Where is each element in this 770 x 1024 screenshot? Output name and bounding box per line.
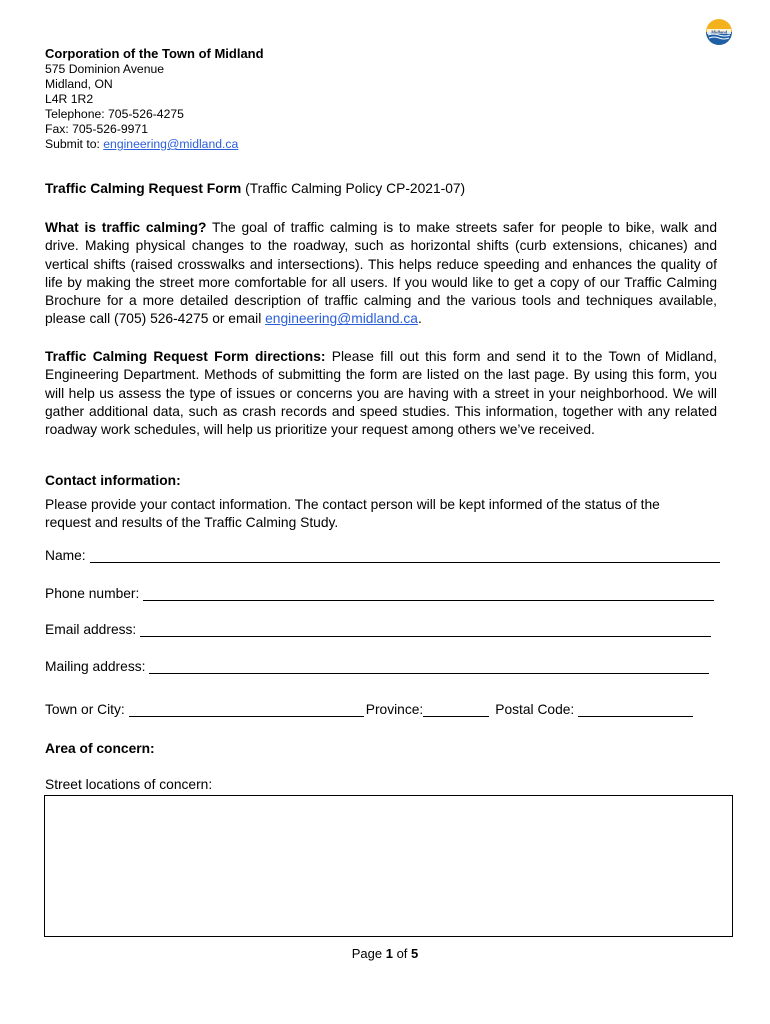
mailing-line[interactable] — [149, 659, 709, 674]
fax-line: Fax: 705-526-9971 — [45, 122, 148, 136]
name-line[interactable] — [90, 548, 720, 563]
what-heading: What is traffic calming? — [45, 220, 207, 235]
postal-label: Postal Code: — [495, 702, 575, 717]
telephone-line: Telephone: 705-526-4275 — [45, 107, 184, 121]
org-name: Corporation of the Town of Midland — [45, 46, 264, 61]
contact-text: Please provide your contact information. The contact person will be kept informed of the status of the request and results of the Traffic Calming Study. — [45, 497, 660, 531]
email-label: Email address: — [45, 622, 137, 637]
city-line: Midland, ON — [45, 77, 113, 91]
email-line[interactable] — [140, 622, 711, 637]
name-field[interactable] — [45, 548, 720, 563]
phone-line[interactable] — [143, 586, 714, 601]
province-line[interactable] — [423, 702, 489, 717]
page-footer — [0, 946, 770, 961]
location-fields — [45, 702, 693, 717]
postal-line-field[interactable] — [578, 702, 693, 717]
town-logo — [705, 18, 733, 46]
what-is-traffic-calming — [45, 219, 717, 329]
street-locations-box[interactable] — [44, 795, 733, 937]
postal-line: L4R 1R2 — [45, 92, 94, 106]
street-locations-label: Street locations of concern: — [45, 777, 213, 792]
address-line: 575 Dominion Avenue — [45, 62, 165, 76]
page-of: of — [392, 946, 412, 961]
page-current: 1 — [385, 946, 393, 961]
directions-text: Please fill out this form and send it to the Town of Midland, Engineering Department. Methods of submitting the form are listed on the last page. By using this form, you will help us assess the type of issues or concerns you are having with a street in your neighborhood. We will gather additional data, such as crash records and speed studies. This information, together with any related roadway work schedules, will help us prioritize your request among others we’ve received. — [45, 349, 717, 438]
form-title — [45, 181, 465, 196]
phone-label: Phone number: — [45, 586, 140, 601]
mailing-label: Mailing address: — [45, 659, 146, 674]
what-email-link[interactable]: engineering@midland.ca — [265, 311, 418, 327]
town-label: Town or City: — [45, 702, 125, 717]
submit-label: Submit to: — [45, 137, 104, 151]
phone-field[interactable] — [45, 586, 714, 601]
what-text: The goal of traffic calming is to make streets safer for people to bike, walk and drive. Making physical changes to the roadway, such as horizontal shifts (curb extensions, chicanes) and vertical shifts (raised crosswalks and intersections). This helps reduce speeding and enhances the quality of life by making the street more comfortable for all users. If you would like to get a copy of our Traffic Calming Brochure for a more detailed description of traffic calming and the various tools and techniques available, please call (705) 526-4275 or email — [45, 220, 717, 327]
name-label: Name: — [45, 548, 86, 563]
email-field[interactable] — [45, 622, 711, 637]
form-title-bold: Traffic Calming Request Form — [45, 181, 242, 196]
area-of-concern-heading: Area of concern: — [45, 741, 155, 756]
logo-wordmark: Midland — [710, 29, 728, 35]
contact-heading: Contact information: — [45, 473, 181, 488]
form-directions — [45, 348, 717, 439]
what-end: . — [417, 311, 422, 327]
submit-line — [45, 137, 264, 152]
contact-header — [45, 46, 264, 152]
province-label: Province: — [365, 702, 424, 717]
form-title-policy: (Traffic Calming Policy CP-2021-07) — [241, 181, 466, 196]
mailing-field[interactable] — [45, 659, 709, 674]
page-total: 5 — [411, 946, 419, 961]
page-word: Page — [351, 946, 386, 961]
submit-email-link[interactable]: engineering@midland.ca — [103, 137, 239, 151]
town-line[interactable] — [129, 702, 364, 717]
directions-heading: Traffic Calming Request Form directions: — [45, 349, 326, 364]
